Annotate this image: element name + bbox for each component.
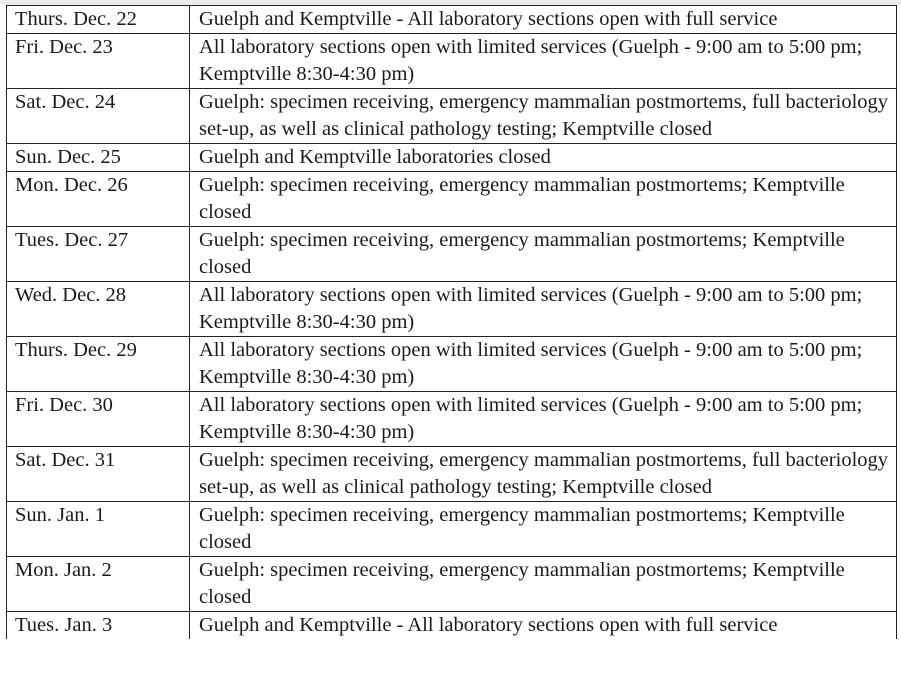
service-cell: Guelph: specimen receiving, emergency mammalian postmortems, full bacteriology set-up, as well as clinical pathology testing; Kemptville closed: [190, 447, 897, 502]
table-row: [7, 282, 897, 337]
table-row: [7, 89, 897, 144]
day-cell: Mon. Dec. 26: [7, 172, 190, 227]
service-cell: Guelph and Kemptville - All laboratory sections open with full service: [190, 6, 897, 34]
service-cell: Guelph: specimen receiving, emergency mammalian postmortems; Kemptville closed: [190, 172, 897, 227]
day-cell: Wed. Dec. 28: [7, 282, 190, 337]
day-cell: Fri. Dec. 23: [7, 34, 190, 89]
service-cell: Guelph and Kemptville - All laboratory sections open with full service: [190, 612, 897, 640]
day-cell: Tues. Jan. 3: [7, 612, 190, 640]
table-row: [7, 144, 897, 172]
day-cell: Sun. Jan. 1: [7, 502, 190, 557]
service-cell: Guelph: specimen receiving, emergency mammalian postmortems; Kemptville closed: [190, 502, 897, 557]
table-row: [7, 502, 897, 557]
service-cell: Guelph and Kemptville laboratories closed: [190, 144, 897, 172]
service-cell: Guelph: specimen receiving, emergency mammalian postmortems, full bacteriology set-up, as well as clinical pathology testing; Kemptville closed: [190, 89, 897, 144]
table-row: [7, 34, 897, 89]
service-cell: All laboratory sections open with limited services (Guelph - 9:00 am to 5:00 pm; Kemptville 8:30-4:30 pm): [190, 282, 897, 337]
day-cell: Sun. Dec. 25: [7, 144, 190, 172]
day-cell: Sat. Dec. 24: [7, 89, 190, 144]
day-cell: Thurs. Dec. 22: [7, 6, 190, 34]
table-row: [7, 172, 897, 227]
table-row: [7, 337, 897, 392]
table-row: [7, 6, 897, 34]
table-row: [7, 612, 897, 640]
table-row: [7, 227, 897, 282]
day-cell: Mon. Jan. 2: [7, 557, 190, 612]
holiday-schedule-table: [6, 5, 897, 639]
day-cell: Sat. Dec. 31: [7, 447, 190, 502]
day-cell: Thurs. Dec. 29: [7, 337, 190, 392]
day-cell: Tues. Dec. 27: [7, 227, 190, 282]
service-cell: All laboratory sections open with limited services (Guelph - 9:00 am to 5:00 pm; Kemptville 8:30-4:30 pm): [190, 34, 897, 89]
table-row: [7, 392, 897, 447]
table-row: [7, 557, 897, 612]
service-cell: All laboratory sections open with limited services (Guelph - 9:00 am to 5:00 pm; Kemptville 8:30-4:30 pm): [190, 392, 897, 447]
service-cell: Guelph: specimen receiving, emergency mammalian postmortems; Kemptville closed: [190, 557, 897, 612]
table-row: [7, 447, 897, 502]
service-cell: All laboratory sections open with limited services (Guelph - 9:00 am to 5:00 pm; Kemptville 8:30-4:30 pm): [190, 337, 897, 392]
service-cell: Guelph: specimen receiving, emergency mammalian postmortems; Kemptville closed: [190, 227, 897, 282]
day-cell: Fri. Dec. 30: [7, 392, 190, 447]
